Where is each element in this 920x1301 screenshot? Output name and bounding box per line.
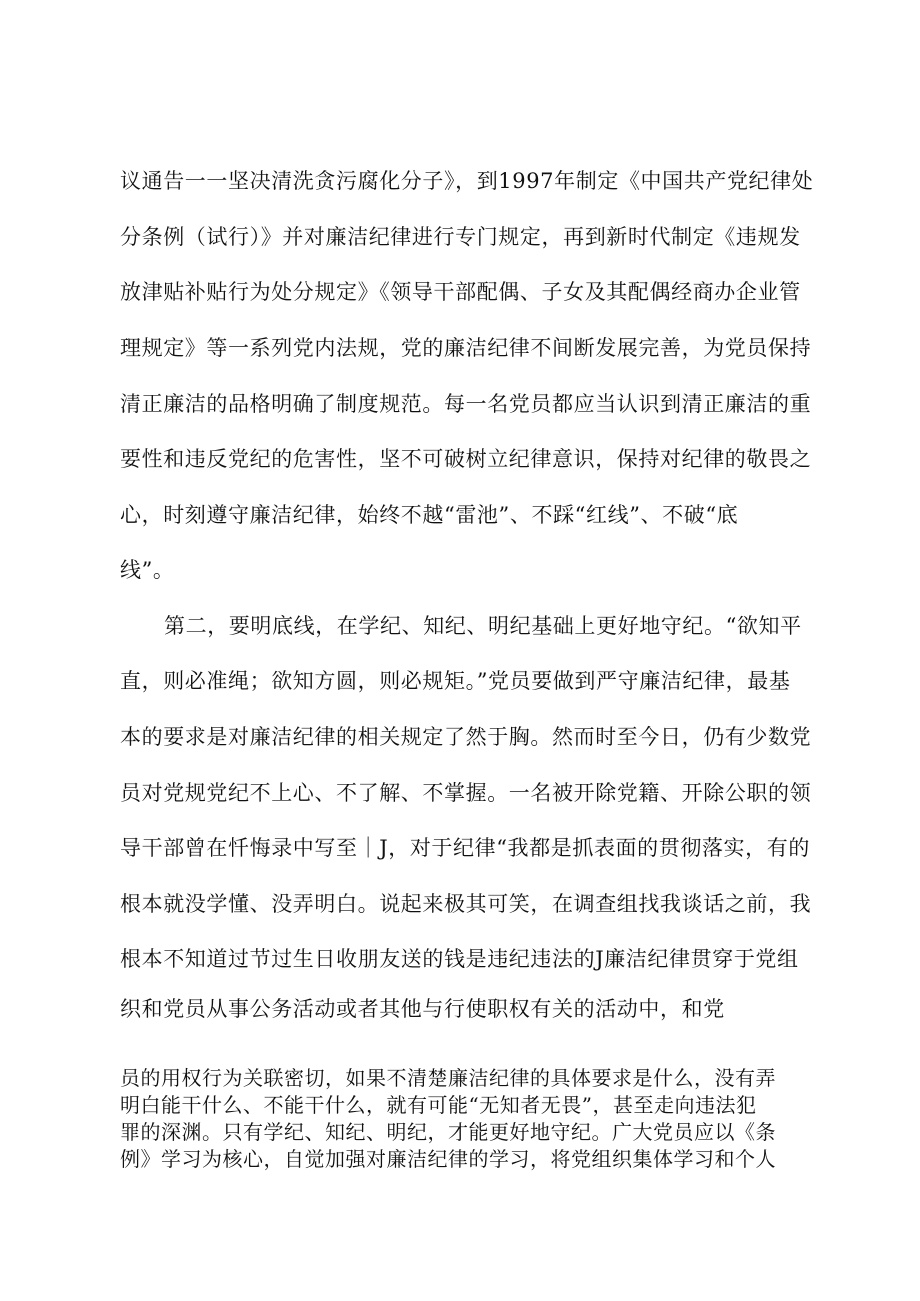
text-line: 直，则必准绳；欲知方圆，则必规矩。”党员要做到严守廉洁纪律，最基 [120,669,791,693]
text-line: 罪的深渊。只有学纪、知纪、明纪，才能更好地守纪。广大党员应以《条 [120,1120,776,1144]
text-line: 议通告一一坚决清洗贪污腐化分子》，到1997年制定《中国共产党纪律处 [120,169,814,193]
paragraph-start-line: 第二，要明底线，在学纪、知纪、明纪基础上更好地守纪。“欲知平 [164,614,802,638]
text-line: 心，时刻遵守廉洁纪律，始终不越“雷池”、不踩“红线”、不破“底 [120,503,739,527]
text-line: 员的用权行为关联密切，如果不清楚廉洁纪律的具体要求是什么，没有弄 [120,1066,776,1090]
text-line: 线”。 [120,558,175,582]
text-line: 根本就没学懂、没弄明白。说起来极其可笑，在调查组找我谈话之前，我 [120,892,812,916]
text-line: 理规定》等一系列党内法规，党的廉洁纪律不间断发展完善，为党员保持 [120,336,812,360]
text-line: 例》学习为核心，自觉加强对廉洁纪律的学习，将党组织集体学习和个人 [120,1147,776,1171]
text-line: 要性和违反党纪的危害性，坚不可破树立纪律意识，保持对纪律的敬畏之 [120,447,812,471]
text-line: 员对党规党纪不上心、不了解、不掌握。一名被开除党籍、开除公职的领 [120,781,812,805]
text-line: 根本不知道过节过生日收朋友送的钱是违纪违法的J廉洁纪律贯穿于党组 [120,947,799,971]
text-line: 本的要求是对廉洁纪律的相关规定了然于胸。然而时至今日，仍有少数党 [120,725,812,749]
text-line: 分条例（试行）》并对廉洁纪律进行专门规定，再到新时代制定《违规发 [120,225,801,249]
text-line: 织和党员从事公务活动或者其他与行使职权有关的活动中，和党 [120,997,725,1021]
text-line: 明白能干什么、不能干什么，就有可能“无知者无畏”，甚至走向违法犯 [120,1093,757,1117]
text-line: 放津贴补贴行为处分规定》《领导干部配偶、子女及其配偶经商办企业管 [120,280,801,304]
text-line: 清正廉洁的品格明确了制度规范。每一名党员都应当认识到清正廉洁的重 [120,392,812,416]
text-line: 导干部曾在忏悔录中写至｜J，对于纪律“我都是抓表面的贯彻落实，有的 [120,836,810,860]
